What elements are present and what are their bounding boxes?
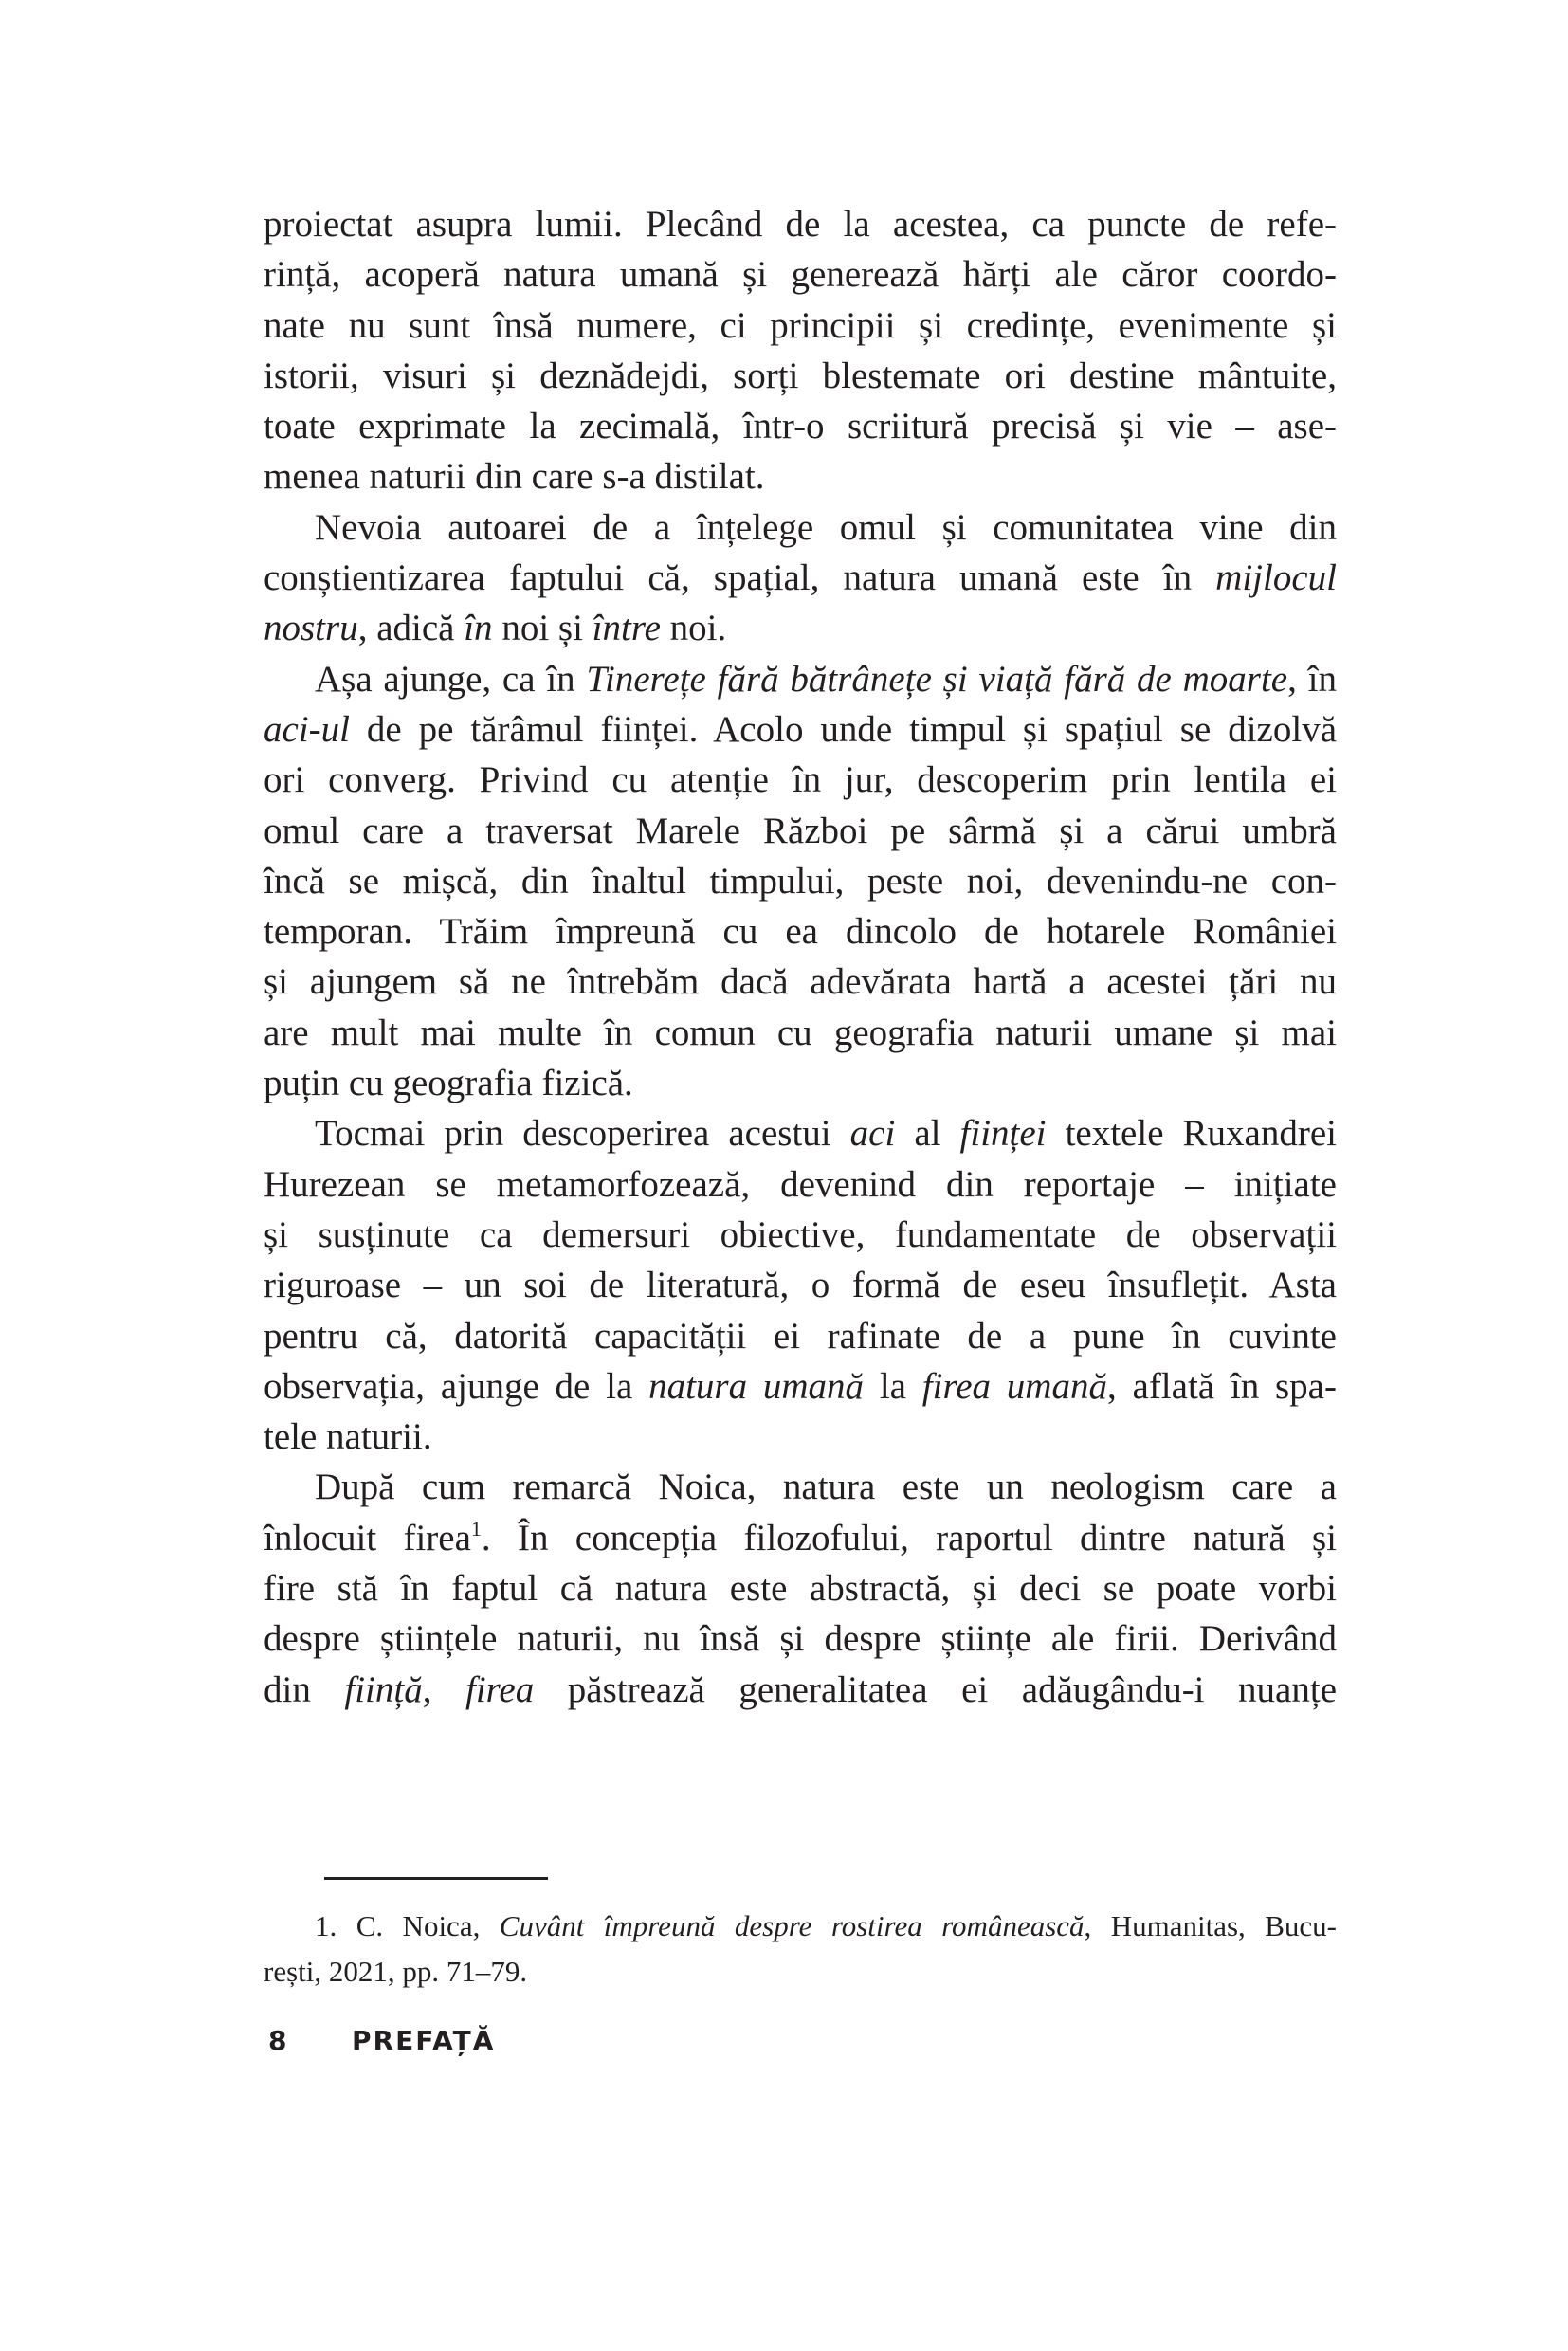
text-run: din: [264, 1668, 345, 1710]
text-run: omul care a traversat Marele Război pe sârmă și a cărui umbră: [264, 810, 1337, 851]
italic-text: între: [592, 608, 661, 649]
text-line: [264, 755, 1337, 805]
text-line: [264, 906, 1337, 957]
text-line: [264, 806, 1337, 856]
text-run: 1. C. Noica,: [315, 1909, 500, 1942]
text-run: istorii, visuri și deznădejdi, sorți blestemate ori destine mântuite,: [264, 355, 1337, 396]
text-line: [264, 1613, 1337, 1664]
text-run: de pe tărâmul ființei. Acolo unde timpul și spațiul se dizolvă: [349, 708, 1337, 750]
text-run: conștientizarea faptului că, spațial, natura umană este în: [264, 557, 1216, 599]
text-line: [264, 351, 1337, 401]
text-run: despre științele naturii, nu însă și despre științe ale firii. Derivând: [264, 1618, 1337, 1660]
italic-text: natura umană: [648, 1365, 865, 1407]
text-line: [264, 1513, 1337, 1563]
text-run: noi.: [660, 608, 727, 649]
text-line: [264, 553, 1337, 603]
text-line: [264, 1108, 1337, 1158]
text-run: Tocmai prin descoperirea acestui: [315, 1113, 850, 1155]
text-run: . În concepția filozofului, raportul dintre natură și: [481, 1517, 1337, 1558]
text-run: ori converg. Privind cu atenție în jur, descoperim prin lentila ei: [264, 759, 1337, 801]
italic-text: firea: [465, 1668, 535, 1710]
text-run: al: [895, 1113, 960, 1155]
text-run: rești, 2021, pp. 71–79.: [264, 1955, 528, 1988]
footnote-line: [264, 1949, 1337, 1995]
text-run: , aflată în spa-: [1106, 1365, 1337, 1407]
italic-text: firea umană: [921, 1365, 1107, 1407]
text-run: rință, acoperă natura umană și generează hărți ale căror coordo-: [264, 254, 1337, 296]
text-run: Așa ajunge, ca în: [315, 658, 587, 700]
text-run: , Humanitas, Bucu-: [1084, 1909, 1337, 1942]
text-line: [264, 1008, 1337, 1058]
text-run: riguroase – un soi de literatură, o formă de eseu însuflețit. Asta: [264, 1265, 1337, 1306]
text-run: și susținute ca demersuri obiective, fundamentate de observații: [264, 1213, 1337, 1255]
text-run: temporan. Trăim împreună cu ea dincolo de hotarele României: [264, 911, 1337, 953]
running-footer-section-title: PREFAȚĂ: [352, 2025, 496, 2056]
text-line: [264, 1159, 1337, 1210]
text-run: noi și: [492, 608, 593, 649]
text-line: [264, 1210, 1337, 1260]
text-run: ,: [422, 1668, 466, 1710]
text-run: , în: [1287, 658, 1337, 700]
text-line: [264, 1260, 1337, 1310]
page-number: 8: [268, 2025, 288, 2056]
text-run: are mult mai multe în comun cu geografia naturii umane și mai: [264, 1011, 1337, 1053]
text-run: După cum remarcă Noica, natura este un neologism care a: [315, 1467, 1337, 1508]
text-run: păstrează generalitatea ei adăugându-i nuanțe: [534, 1668, 1338, 1710]
text-line: [264, 1462, 1337, 1512]
text-run: la: [864, 1365, 922, 1407]
text-run: , adică: [357, 608, 465, 649]
text-line: [264, 301, 1337, 351]
footnote-reference-marker[interactable]: 1: [470, 1516, 482, 1540]
text-run: observația, ajunge de la: [264, 1365, 649, 1407]
text-run: proiectat asupra lumii. Plecând de la acestea, ca puncte de refe-: [264, 204, 1337, 245]
text-line: [264, 401, 1337, 451]
text-line: [264, 1058, 1337, 1108]
text-run: pentru că, datorită capacității ei rafinate de a pune în cuvinte: [264, 1315, 1337, 1357]
italic-text: nostru: [264, 608, 358, 649]
italic-text: aci-ul: [264, 708, 350, 750]
text-line: [264, 1361, 1337, 1412]
text-run: Nevoia autoarei de a înțelege omul și comunitatea vine din: [315, 506, 1337, 548]
text-run: fire stă în faptul că natura este abstractă, și deci se poate vorbi: [264, 1568, 1337, 1610]
footnote-line: [264, 1904, 1337, 1949]
text-line: [264, 654, 1337, 704]
text-line: [264, 1311, 1337, 1361]
text-run: tele naturii.: [264, 1416, 432, 1458]
text-line: [264, 957, 1337, 1007]
text-line: [264, 603, 1337, 653]
text-line: [264, 502, 1337, 553]
italic-text: ființei: [959, 1113, 1047, 1155]
text-run: nate nu sunt însă numere, ci principii și credințe, evenimente și: [264, 304, 1337, 346]
text-line: [264, 704, 1337, 755]
italic-text: aci: [849, 1113, 896, 1155]
italic-text: ființă: [344, 1668, 423, 1710]
text-run: și ajungem să ne întrebăm dacă adevărata hartă a acestei țări nu: [264, 961, 1337, 1003]
text-run: menea naturii din care s-a distilat.: [264, 456, 765, 498]
text-line: [264, 451, 1337, 501]
italic-text: mijlocul: [1215, 557, 1337, 599]
text-line: [264, 1412, 1337, 1462]
body-text: [264, 199, 1337, 1715]
text-run: puțin cu geografia fizică.: [264, 1063, 633, 1104]
text-run: înlocuit firea: [264, 1517, 471, 1558]
text-run: textele Ruxandrei: [1046, 1113, 1337, 1155]
italic-text: Cuvânt împreună despre rostirea românească: [499, 1909, 1085, 1942]
italic-text: Tinerețe fără bătrânețe și viață fără de moarte: [586, 658, 1288, 700]
text-line: [264, 199, 1337, 249]
text-line: [264, 249, 1337, 300]
italic-text: în: [464, 608, 493, 649]
text-run: toate exprimate la zecimală, într-o scriitură precisă și vie – ase-: [264, 406, 1337, 447]
text-run: încă se mișcă, din înaltul timpului, peste noi, devenindu-ne con-: [264, 860, 1337, 902]
text-line: [264, 1665, 1337, 1715]
text-run: Hurezean se metamorfozează, devenind din reportaje – inițiate: [264, 1163, 1337, 1205]
text-line: [264, 1563, 1337, 1613]
text-line: [264, 856, 1337, 906]
footnote: [264, 1904, 1337, 1995]
footnote-separator-rule: [324, 1877, 548, 1880]
